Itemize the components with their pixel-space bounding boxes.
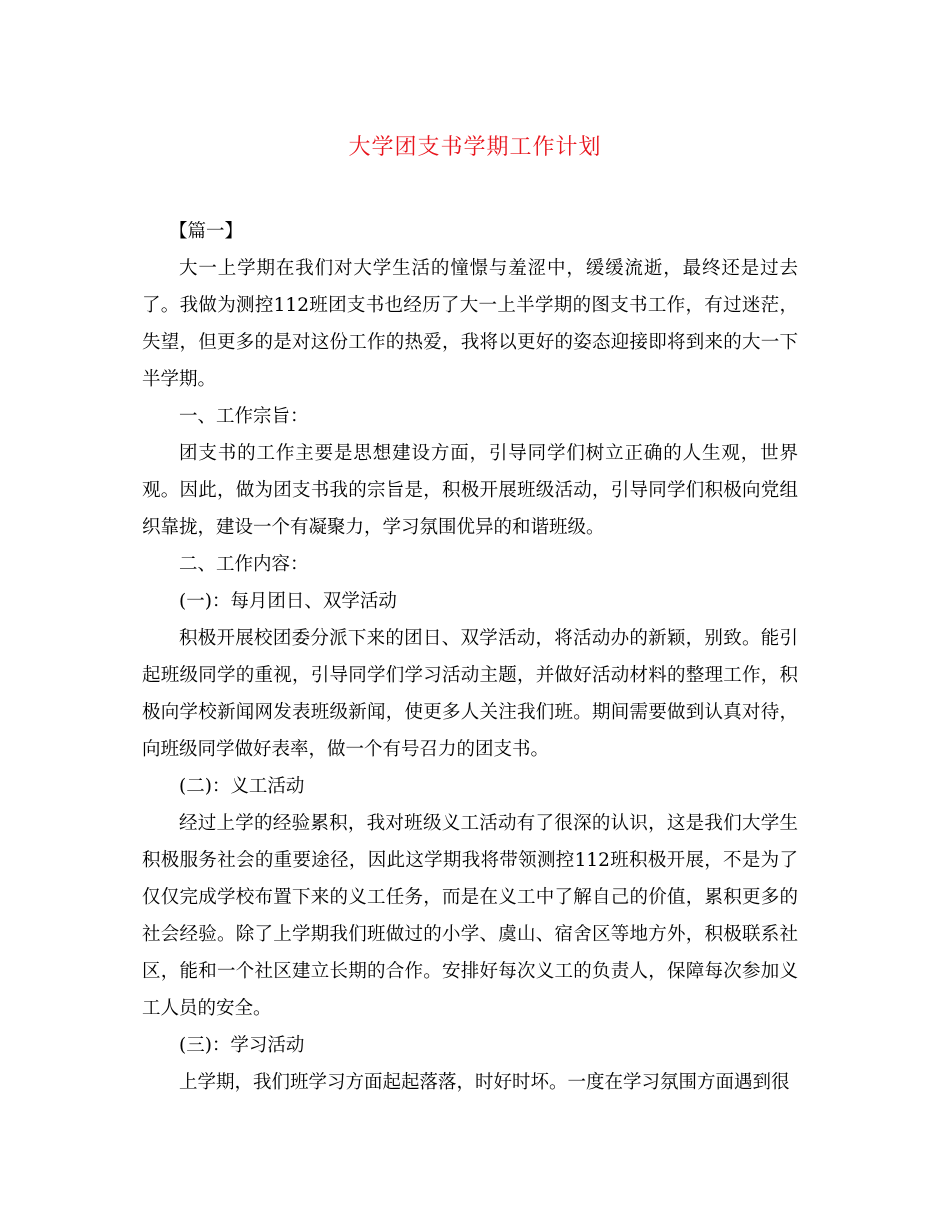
section-heading-content: 二、工作内容： [179,554,309,575]
subsection-heading-monthly: (一)：每月团日、双学活动 [179,591,397,612]
section-heading-purpose: 一、工作宗旨： [179,406,309,427]
volunteer-paragraph: 经过上学的经验累积，我对班级义工活动有了很深的认识，这是我们大学生积极服务社会的重要途径，因此这学期我将带领测控112班积极开展，不是为了仅仅完成学校布置下来的义工任务，而是在义工中了解自己的价值，累积更多的社会经验。除了上学期我们班做过的小学、虞山、宿舍区等地方外，积极联系社区，能和一个社区建立长期的合作。安排好每次义工的负责人，保障每次参加义工人员的安全。 [142,813,798,1019]
purpose-paragraph: 团支书的工作主要是思想建设方面，引导同学们树立正确的人生观，世界观。因此，做为团支书我的宗旨是，积极开展班级活动，引导同学们积极向党组织靠拢，建设一个有凝聚力，学习氛围优异的和谐班级。 [142,443,798,538]
subsection-heading-study: (三)：学习活动 [179,1035,305,1056]
subsection-heading-volunteer: (二)：义工活动 [179,776,305,797]
intro-paragraph: 大一上学期在我们对大学生活的憧憬与羞涩中，缓缓流逝，最终还是过去了。我做为测控112班团支书也经历了大一上半学期的图支书工作，有过迷茫，失望，但更多的是对这份工作的热爱，我将以更好的姿态迎接即将到来的大一下半学期。 [142,258,798,390]
document-title: 大学团支书学期工作计划 [348,135,602,160]
document-body [142,213,798,1101]
section-marker: 【篇一】 [169,221,244,242]
study-paragraph: 上学期，我们班学习方面起起落落，时好时坏。一度在学习氛围方面遇到很 [179,1072,790,1093]
monthly-activity-paragraph: 积极开展校团委分派下来的团日、双学活动，将活动办的新颖，别致。能引起班级同学的重视，引导同学们学习活动主题，并做好活动材料的整理工作，积极向学校新闻网发表班级新闻，使更多人关注我们班。期间需要做到认真对待，向班级同学做好表率，做一个有号召力的团支书。 [142,628,798,760]
